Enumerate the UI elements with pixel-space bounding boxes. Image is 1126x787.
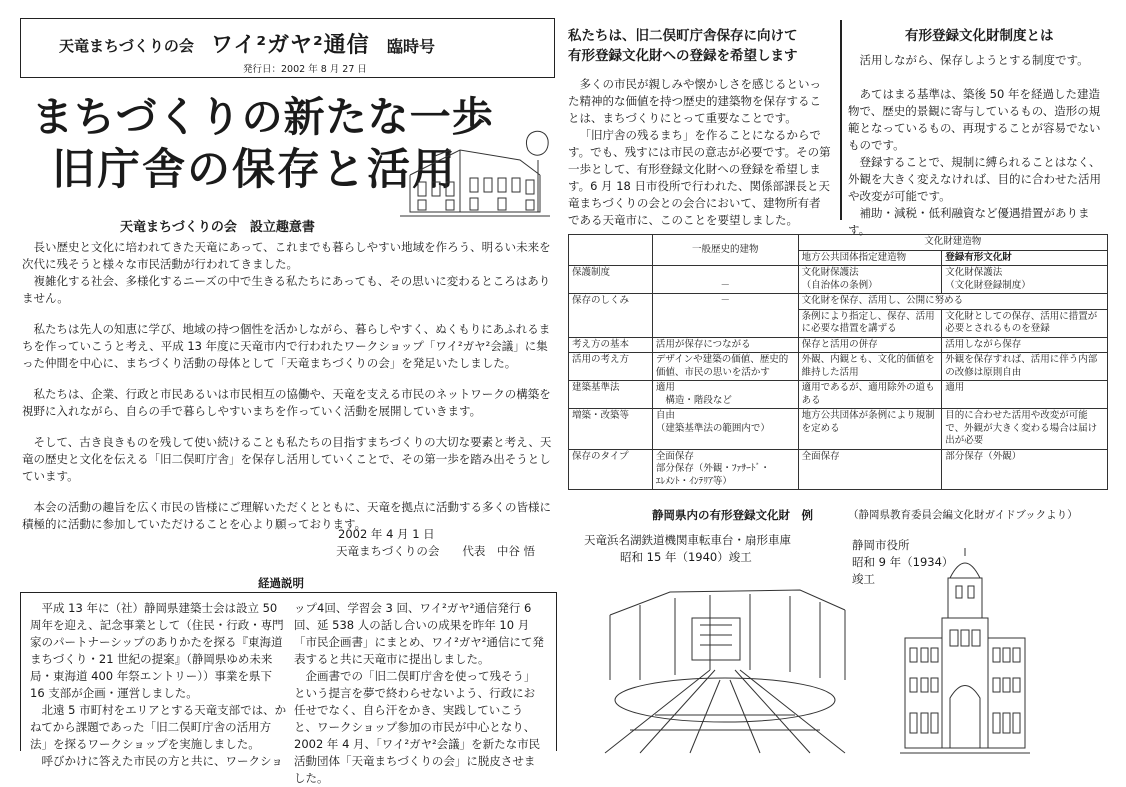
prospectus-para: 複雑化する社会、多様化するニーズの中で生きる私たちにあっても、その思いに変わるところはありません。	[22, 274, 551, 305]
table-row	[569, 353, 1108, 381]
table-row-label: 保存のしくみ	[569, 294, 653, 338]
preserve-title-1: 私たちは、旧二俣町庁舎保存に向けて	[568, 28, 798, 44]
headline-line2: 旧庁舎の保存と活用	[52, 145, 457, 195]
system-para: 登録することで、規制に縛られることはなく、外観を大きく変えなければ、目的に合わせた活用や改変が可能です。	[848, 155, 1101, 203]
table-header: 登録有形文化財	[942, 250, 1108, 266]
progress-col2	[294, 600, 546, 787]
table-row	[569, 409, 1108, 450]
table-cell: 適用 構造・階段など	[652, 381, 798, 409]
table-corner	[569, 235, 653, 266]
progress-col1	[30, 600, 288, 770]
comparison-table	[568, 234, 1108, 490]
example2-year-2: 竣工	[852, 572, 875, 586]
table-cell: 自由 （建築基準法の範囲内で）	[652, 409, 798, 450]
table-cell: 目的に合わせた活用や改変が可能で、外観が大きく変わる場合は届け出が必要	[942, 409, 1108, 450]
issue-label: 臨時号	[387, 37, 436, 56]
progress-para: ップ4回、学習会 3 回、ワイ²ガヤ²通信発行 6 回、延 538 人の話し合いの成果を昨年 10 月「市民企画書」にまとめ、ワイ²ガヤ²通信にて発表すると共に天竜市に提出しました。	[294, 601, 544, 666]
system-para: 補助・減税・低利融資など優遇措置があります。	[848, 206, 1090, 237]
table-row	[569, 266, 1108, 294]
table-cell: －	[652, 294, 798, 338]
prospectus-sign-name: 天竜まちづくりの会 代表 中谷 悟	[336, 544, 536, 558]
table-cell: 文化財としての保存、活用に措置が必要とされるものを登録	[942, 309, 1108, 337]
system-body	[848, 52, 1106, 239]
table-cell: 外観、内観とも、文化的価値を維持した活用	[798, 353, 942, 381]
table-cell: 活用が保存につながる	[652, 337, 798, 353]
table-cell: 外観を保存すれば、活用に伴う内部の改修は原則自由	[942, 353, 1108, 381]
prospectus-para: 長い歴史と文化に培われてきた天竜にあって、これまでも暮らしやすい地域を作ろう、明るい未来を次代に残そうと様々な市民活動が行われてきました。	[22, 240, 551, 271]
prospectus-sign-date: 2002 年 4 月 1 日	[338, 527, 435, 541]
progress-para: 平成 13 年に（社）静岡県建築士会は設立 50 周年を迎え、記念事業として（住民・行政・専門家のパートナーシップのありかたを探る『東海道まちづくり・21 世紀の提案』（静岡県ゆめ未来局・東海道 400 年祭エントリー））事業を県下 16 支部が企画・運営しました。	[30, 601, 284, 700]
system-title: 有形登録文化財制度とは	[905, 28, 1054, 44]
table-row	[569, 381, 1108, 409]
preserve-body	[568, 76, 832, 229]
newsletter-title: ワイ²ガヤ²通信	[211, 33, 370, 58]
roundhouse-illustration	[600, 570, 850, 755]
example1-name: 天竜浜名湖鉄道機関車転車台・扇形車庫	[584, 533, 791, 547]
preserve-para: 多くの市民が親しみや懐かしさを感じるといった精神的な価値を持つ歴史的建築物を保存することは、まちづくりにとって重要なことです。	[568, 77, 821, 125]
table-row-label: 活用の考え方	[569, 353, 653, 381]
example2-name: 静岡市役所	[852, 538, 910, 552]
prospectus-title: 天竜まちづくりの会 設立趣意書	[120, 220, 315, 235]
table-group-header: 文化財建造物	[798, 235, 1107, 251]
table-row	[569, 449, 1108, 490]
table-row-label: 保存のタイプ	[569, 449, 653, 490]
headline-line1: まちづくりの新たな一歩	[32, 93, 494, 141]
prospectus-para: そして、古き良きものを残して使い続けることも私たちの目指すまちづくりの大切な要素と考え、天竜の歴史と文化を伝える「旧二俣町庁舎」を保存し活用していくことで、その第一歩を踏み出そうとしています。	[22, 435, 552, 483]
org-name: 天竜まちづくりの会	[59, 37, 194, 55]
prospectus-para: 私たちは、企業、行政と市民あるいは市民相互の協働や、天竜を支える市民のネットワークの構築を視野に入れながら、自らの手で暮らしやすいまちを作っていく活動を展開していきます。	[22, 387, 551, 418]
table-header: 一般歴史的建物	[652, 235, 798, 266]
table-cell: 文化財を保存、活用し、公開に努める	[798, 294, 1107, 310]
table-header-row	[569, 235, 1108, 251]
example1-year: 昭和 15 年（1940）竣工	[620, 550, 752, 564]
table-row-label: 保護制度	[569, 266, 653, 294]
table-cell: 保存と活用の併存	[798, 337, 942, 353]
table-cell: 文化財保護法 （文化財登録制度）	[942, 266, 1108, 294]
table-cell: 活用しながら保存	[942, 337, 1108, 353]
old-town-hall-illustration	[400, 120, 550, 220]
table-cell: －	[652, 266, 798, 294]
prospectus-body	[22, 239, 554, 533]
table-cell: 地方公共団体が条例により規制を定める	[798, 409, 942, 450]
progress-para: 企画書での「旧二俣町庁舎を使って残そう」という提言を夢で終わらせないよう、行政にお任せでなく、自ら汗をかき、実践していこうと、ワークショップ参加の市民が中心となり、2002 年 4 月、「ワイ²ガヤ²会議」を新たな市民活動団体「天竜まちづくりの会」に脱皮させました。	[294, 669, 541, 785]
examples-title: 静岡県内の有形登録文化財 例	[652, 508, 813, 522]
table-row-label: 増築・改築等	[569, 409, 653, 450]
table-cell: 文化財保護法 （自治体の条例）	[798, 266, 942, 294]
city-hall-illustration	[900, 548, 1030, 758]
progress-para: 呼びかけに答えた市民の方と共に、ワークショ	[41, 754, 283, 768]
system-para: 活用しながら、保存しようとする制度です。	[859, 53, 1089, 67]
table-row	[569, 294, 1108, 310]
table-row-label: 建築基準法	[569, 381, 653, 409]
masthead	[20, 18, 555, 78]
table-header: 地方公共団体指定建造物	[798, 250, 942, 266]
table-cell: 全面保存 部分保存（外観・ﾌｧｻｰﾄﾞ・ ｴﾚﾒﾝﾄ・ｲﾝﾃﾘｱ等）	[652, 449, 798, 490]
table-cell: デザインや建築の価値、歴史的価値、市民の思いを活かす	[652, 353, 798, 381]
table-cell: 適用であるが、適用除外の道もある	[798, 381, 942, 409]
table-cell: 適用	[942, 381, 1108, 409]
column-divider	[840, 20, 842, 220]
example2-year: 昭和 9 年（1934）	[852, 555, 954, 569]
table-row	[569, 337, 1108, 353]
progress-para: 北遠 5 市町村をエリアとする天竜支部では、かねてから課題であった「旧二俣町庁舎の活用方法」を探るワークショップを実施しました。	[30, 703, 287, 751]
table-row-label: 考え方の基本	[569, 337, 653, 353]
prospectus-para: 本会の活動の趣旨を広く市民の皆様にご理解いただくとともに、天竜を拠点に活動する多くの皆様に積極的に活動に参加していただけることを心より願っております。	[22, 500, 551, 531]
issue-date: 発行日：2002 年 8 月 27 日	[243, 64, 367, 75]
table-cell: 全面保存	[798, 449, 942, 490]
table-cell: 部分保存（外観）	[942, 449, 1108, 490]
table-cell: 条例により指定し、保存、活用に必要な措置を講ずる	[798, 309, 942, 337]
preserve-title-2: 有形登録文化財への登録を希望します	[568, 48, 798, 64]
progress-title: 経過説明	[258, 576, 304, 590]
system-para: あてはまる基準は、築後 50 年を経過した建造物で、歴史的景観に寄与しているもの、造形の規範となっているもの、再現することが容易でないものです。	[848, 87, 1101, 152]
preserve-para: 「旧庁舎の残るまち」を作ることになるからです。でも、残すには市民の意志が必要です。その第一歩として、有形登録文化財への登録を希望します。6 月 18 日市役所で行われた、関係部課長と天竜まちづくりの会との会合において、建物所有者である天竜市に、このことを要望しました。	[568, 128, 831, 227]
prospectus-para: 私たちは先人の知恵に学び、地域の持つ個性を活かしながら、暮らしやすく、ぬくもりにあふれるまちを作っていこうと考え、平成 13 年度に天竜市内で行われたワークショップ「ワイ²ガヤ²会議」に集った仲間を中心に、まちづくり活動の母体として「天竜まちづくりの会」を発足いたしました。	[22, 322, 551, 370]
examples-source: （静岡県教育委員会編文化財ガイドブックより）	[848, 509, 1078, 521]
